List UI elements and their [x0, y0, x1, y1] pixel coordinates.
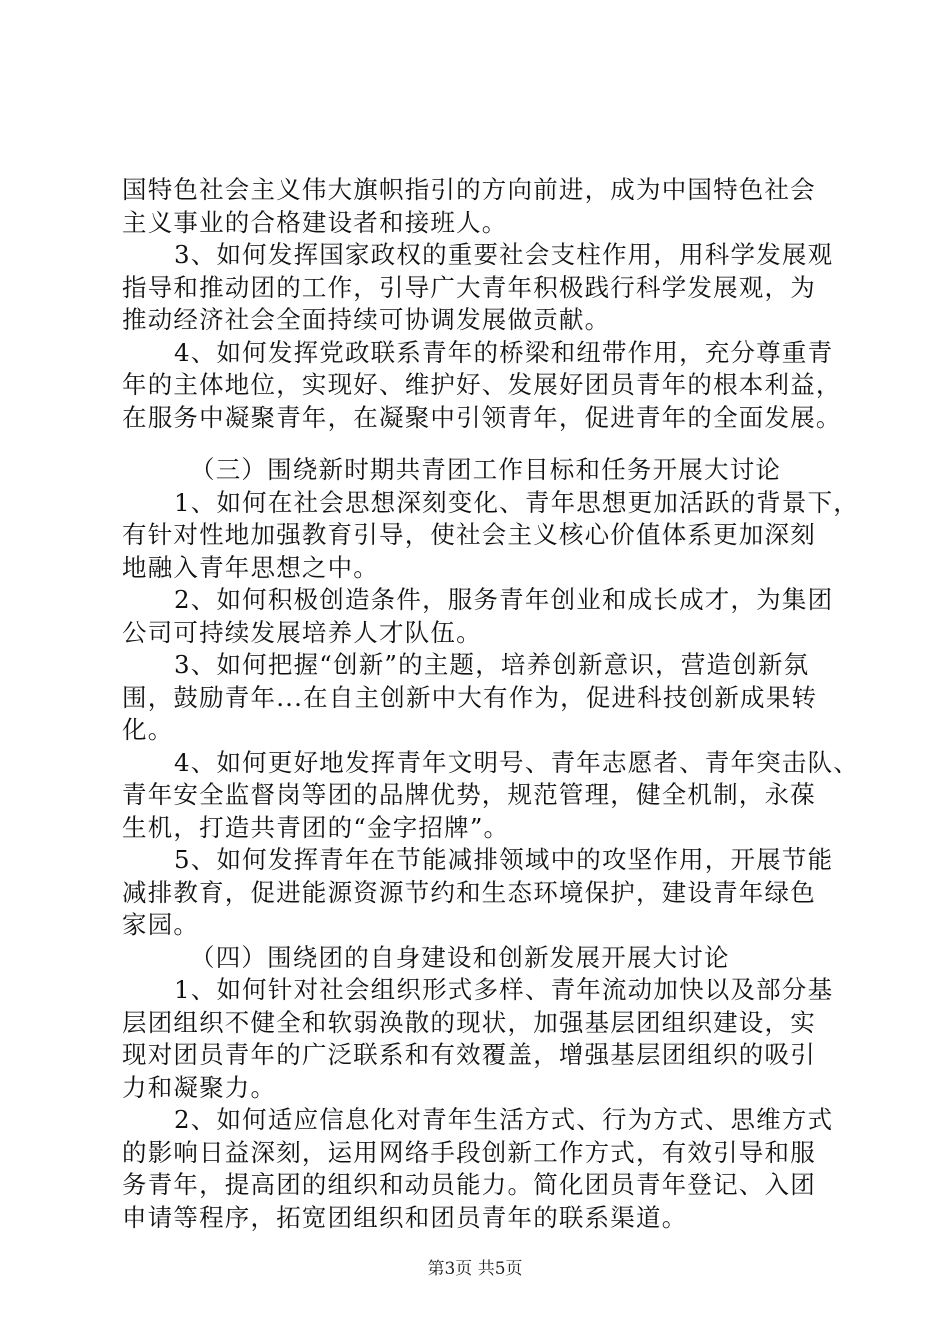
body-line: 务青年，提高团的组织和动员能力。简化团员青年登记、入团 — [122, 1170, 816, 1199]
body-line: 国特色社会主义伟大旗帜指引的方向前进，成为中国特色社会 — [122, 175, 816, 204]
body-line: 家园。 — [122, 910, 200, 939]
body-line: 现对团员青年的广泛联系和有效覆盖，增强基层团组织的吸引 — [122, 1040, 816, 1069]
body-line: 青年安全监督岗等团的品牌优势，规范管理，健全机制，永葆 — [122, 780, 816, 809]
body-line: 3、如何把握“创新”的主题，培养创新意识，营造创新氛 — [174, 650, 810, 679]
body-line: 5、如何发挥青年在节能减排领域中的攻坚作用，开展节能 — [174, 845, 834, 874]
body-line: 主义事业的合格建设者和接班人。 — [122, 207, 508, 237]
body-line: 指导和推动团的工作，引导广大青年积极践行科学发展观，为 — [122, 272, 816, 302]
body-line: 4、如何发挥党政联系青年的桥梁和纽带作用，充分尊重青 — [174, 337, 834, 367]
section-heading: （四）围绕团的自身建设和创新发展开展大讨论 — [190, 942, 730, 972]
body-line: 的影响日益深刻，运用网络手段创新工作方式，有效引导和服 — [122, 1137, 816, 1167]
body-line: 1、如何针对社会组织形式多样、青年流动加快以及部分基 — [174, 975, 834, 1004]
body-line: 层团组织不健全和软弱涣散的现状，加强基层团组织建设，实 — [122, 1007, 816, 1037]
body-line: 力和凝聚力。 — [122, 1072, 277, 1102]
body-line: 2、如何积极创造条件，服务青年创业和成长成才，为集团 — [174, 585, 834, 614]
body-line: 1、如何在社会思想深刻变化、青年思想更加活跃的背景下， — [174, 487, 859, 517]
body-line: 4、如何更好地发挥青年文明号、青年志愿者、青年突击队、 — [174, 747, 859, 777]
body-line: 化。 — [122, 715, 174, 744]
body-line: 2、如何适应信息化对青年生活方式、行为方式、思维方式 — [174, 1105, 834, 1134]
body-line: 减排教育，促进能源资源节约和生态环境保护，建设青年绿色 — [122, 877, 816, 907]
body-line: 在服务中凝聚青年，在凝聚中引领青年，促进青年的全面发展。 — [122, 402, 842, 432]
body-line: 生机，打造共青团的“金字招牌”。 — [122, 812, 510, 842]
page-number-footer: 第3页 共5页 — [427, 1259, 523, 1279]
body-line: 申请等程序，拓宽团组织和团员青年的联系渠道。 — [122, 1202, 688, 1232]
body-line: 地融入青年思想之中。 — [122, 552, 379, 582]
body-line: 有针对性地加强教育引导，使社会主义核心价值体系更加深刻 — [122, 520, 816, 549]
body-line: 围，鼓励青年...在自主创新中大有作为，促进科技创新成果转 — [122, 682, 818, 712]
body-line: 3、如何发挥国家政权的重要社会支柱作用，用科学发展观 — [174, 240, 834, 269]
body-line: 公司可持续发展培养人才队伍。 — [122, 617, 482, 647]
section-heading: （三）围绕新时期共青团工作目标和任务开展大讨论 — [190, 455, 782, 484]
body-line: 推动经济社会全面持续可协调发展做贡献。 — [122, 305, 611, 334]
document-body — [122, 174, 859, 1234]
body-line: 年的主体地位，实现好、维护好、发展好团员青年的根本利益， — [122, 370, 842, 399]
